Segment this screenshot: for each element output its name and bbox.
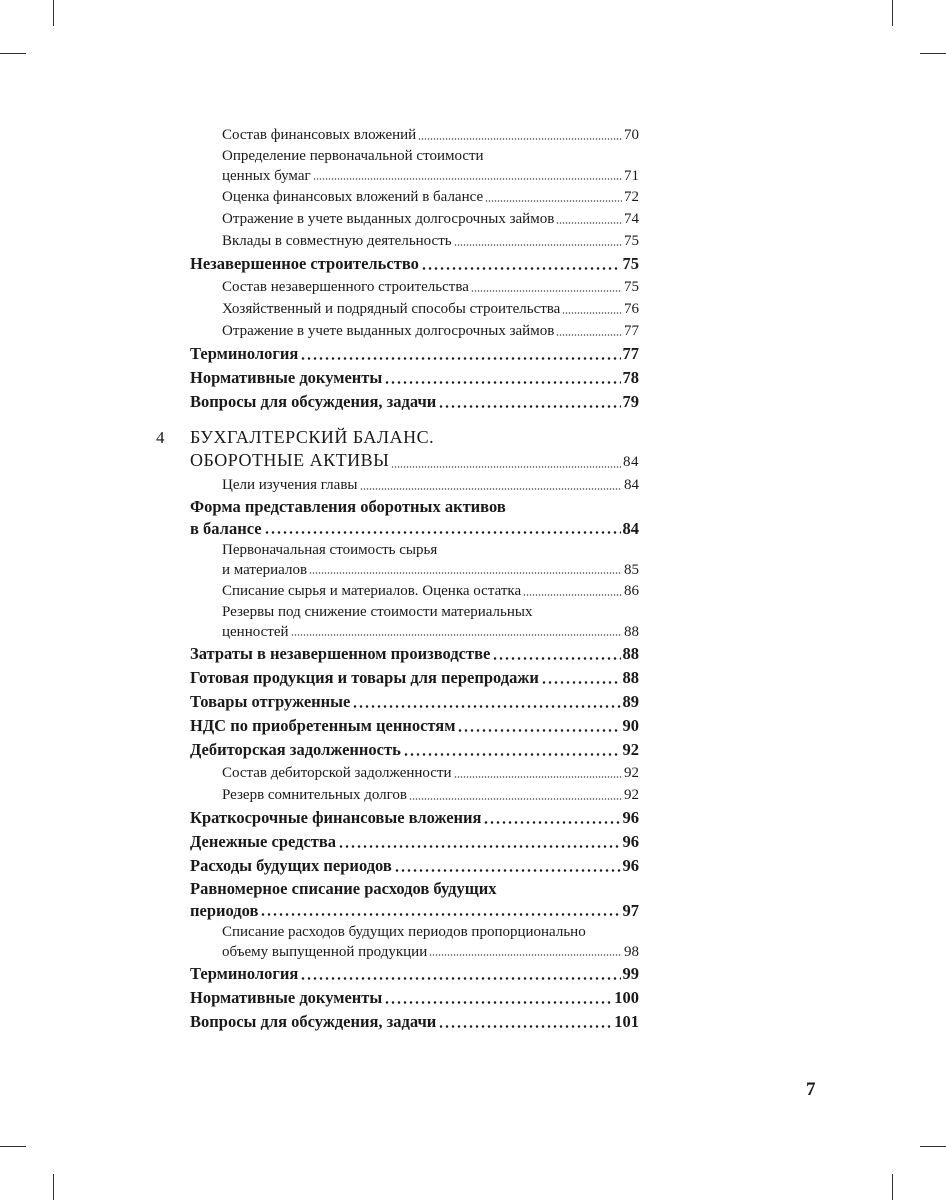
toc-entry-title: Определение первоначальной стоимости	[222, 148, 484, 164]
toc-entry	[190, 320, 639, 342]
toc-section-page: 89	[622, 692, 639, 711]
toc-entry-title: Списание сырья и материалов. Оценка остатка	[222, 583, 522, 599]
toc-entry-page: 92	[624, 765, 639, 781]
toc-section-title: Терминология	[190, 344, 299, 363]
toc-entry-page: 92	[624, 787, 639, 803]
toc-section	[190, 714, 639, 738]
toc-entry-title: Резервы под снижение стоимости материальных	[222, 604, 533, 620]
toc-section-page: 79	[622, 392, 639, 411]
leader-dots	[360, 488, 623, 490]
leader-dots	[338, 845, 620, 848]
toc-entry-title: Отражение в учете выданных долгосрочных займов	[222, 323, 555, 339]
leader-dots	[471, 290, 622, 292]
toc-section-page: 77	[622, 344, 639, 363]
toc-section	[190, 690, 639, 714]
toc-entry-title-cont: ценностей	[222, 624, 289, 640]
leader-dots	[313, 178, 622, 180]
toc-entry-page: 77	[624, 323, 639, 339]
crop-mark	[892, 0, 893, 26]
toc-section-title: Незавершенное строительство	[190, 254, 419, 273]
toc-entry-title: Списание расходов будущих периодов пропорционально	[222, 924, 586, 940]
toc-section-title: Вопросы для обсуждения, задачи	[190, 1012, 437, 1031]
toc-entry-page: 88	[624, 624, 639, 640]
toc-section	[190, 366, 639, 390]
toc-section	[190, 986, 639, 1010]
toc-entry	[190, 580, 639, 602]
toc-section	[190, 496, 639, 540]
toc-entry-page: 74	[624, 211, 639, 227]
toc-section-title: Нормативные документы	[190, 368, 383, 387]
toc-section-title: Краткосрочные финансовые вложения	[190, 808, 482, 827]
crop-mark	[892, 1174, 893, 1200]
toc-section-title: Затраты в незавершенном производстве	[190, 644, 491, 663]
toc-entry-page: 98	[624, 944, 639, 960]
leader-dots	[418, 138, 622, 140]
toc-entry-title: Хозяйственный и подрядный способы строительства	[222, 301, 561, 317]
leader-dots	[457, 729, 620, 732]
toc-section	[190, 390, 639, 414]
leader-dots	[454, 776, 622, 778]
chapter-title-cont: ОБОРОТНЫЕ АКТИВЫ	[190, 450, 390, 470]
toc-entry	[190, 124, 639, 146]
toc-entry	[190, 276, 639, 298]
leader-dots	[438, 1025, 612, 1028]
toc-section-page: 97	[622, 901, 639, 920]
leader-dots	[260, 913, 620, 916]
toc-entry	[190, 540, 639, 580]
toc-section-page: 96	[622, 856, 639, 875]
toc-chapter	[156, 426, 639, 474]
chapter-page: 84	[623, 454, 639, 470]
toc-entry-title: Состав незавершенного строительства	[222, 279, 469, 295]
leader-dots	[421, 267, 621, 270]
leader-dots	[454, 244, 622, 246]
leader-dots	[485, 200, 622, 202]
leader-dots	[264, 531, 621, 534]
toc-section-title: НДС по приобретенным ценностям	[190, 716, 456, 735]
toc-entry	[190, 922, 639, 962]
leader-dots	[291, 634, 622, 636]
chapter-title: БУХГАЛТЕРСКИЙ БАЛАНС.	[190, 427, 435, 447]
leader-dots	[556, 222, 622, 224]
toc-section-title: Терминология	[190, 964, 299, 983]
toc-entry-title: Отражение в учете выданных долгосрочных займов	[222, 211, 555, 227]
toc-section-title-cont: в балансе	[190, 519, 262, 538]
toc-entry-title-cont: и материалов	[222, 562, 308, 578]
toc-section-page: 100	[614, 988, 639, 1007]
toc-section	[190, 1010, 639, 1034]
toc-entry-page: 85	[624, 562, 639, 578]
toc-entry	[190, 230, 639, 252]
toc-section-title: Готовая продукция и товары для перепродажи	[190, 668, 539, 687]
toc-entry-page: 84	[624, 477, 639, 493]
toc-entry-title: Резерв сомнительных долгов	[222, 787, 407, 803]
toc-entry	[190, 784, 639, 806]
toc-entry-title: Состав финансовых вложений	[222, 127, 417, 143]
toc-section	[190, 962, 639, 986]
crop-mark	[53, 1174, 54, 1200]
toc-entry-page: 75	[624, 279, 639, 295]
crop-mark	[920, 53, 946, 54]
crop-mark	[920, 1146, 946, 1147]
leader-dots	[438, 405, 620, 408]
toc-section	[190, 854, 639, 878]
toc-entry-title: Цели изучения главы	[222, 477, 358, 493]
leader-dots	[300, 977, 620, 980]
toc-section-title: Вопросы для обсуждения, задачи	[190, 392, 437, 411]
toc-entry	[190, 298, 639, 320]
toc-section-title: Расходы будущих периодов	[190, 856, 392, 875]
toc-section	[190, 666, 639, 690]
toc-section-page: 96	[622, 832, 639, 851]
toc-section-title: Нормативные документы	[190, 988, 383, 1007]
toc-entry-page: 72	[624, 189, 639, 205]
table-of-contents	[156, 124, 639, 1034]
toc-entry-page: 75	[624, 233, 639, 249]
toc-entry	[190, 186, 639, 208]
toc-section-title: Дебиторская задолженность	[190, 740, 401, 759]
leader-dots	[394, 869, 621, 872]
leader-dots	[556, 334, 622, 336]
toc-section-title: Денежные средства	[190, 832, 337, 851]
leader-dots	[384, 1001, 612, 1004]
leader-dots	[483, 821, 620, 824]
toc-section-page: 96	[622, 808, 639, 827]
toc-entry-title-cont: ценных бумаг	[222, 168, 311, 184]
leader-dots	[403, 753, 621, 756]
toc-section	[190, 642, 639, 666]
toc-section	[190, 830, 639, 854]
toc-section	[190, 878, 639, 922]
toc-entry	[190, 474, 639, 496]
toc-section-page: 75	[622, 254, 639, 273]
toc-entry	[190, 146, 639, 186]
page-number: 7	[806, 1079, 816, 1100]
toc-section-page: 88	[622, 668, 639, 687]
toc-entry-title-cont: объему выпущенной продукции	[222, 944, 428, 960]
toc-entry-title: Состав дебиторской задолженности	[222, 765, 452, 781]
leader-dots	[391, 466, 621, 468]
chapter-number: 4	[156, 428, 165, 447]
toc-section-page: 92	[622, 740, 639, 759]
leader-dots	[523, 594, 622, 596]
toc-section-page: 90	[622, 716, 639, 735]
toc-section	[190, 806, 639, 830]
toc-entry-page: 70	[624, 127, 639, 143]
toc-section-title: Форма представления оборотных активов	[190, 497, 506, 516]
toc-section-title: Товары отгруженные	[190, 692, 351, 711]
toc-section-title-cont: периодов	[190, 901, 259, 920]
toc-entry	[190, 602, 639, 642]
leader-dots	[384, 381, 620, 384]
toc-section-page: 101	[614, 1012, 639, 1031]
crop-mark	[0, 53, 26, 54]
leader-dots	[562, 312, 622, 314]
leader-dots	[492, 657, 620, 660]
toc-entry-title: Оценка финансовых вложений в балансе	[222, 189, 484, 205]
toc-entry-title: Вклады в совместную деятельность	[222, 233, 452, 249]
toc-entry	[190, 208, 639, 230]
leader-dots	[309, 572, 622, 574]
toc-entry-title: Первоначальная стоимость сырья	[222, 542, 438, 558]
toc-section-page: 88	[622, 644, 639, 663]
leader-dots	[409, 798, 622, 800]
toc-section-page: 78	[622, 368, 639, 387]
toc-section-page: 99	[622, 964, 639, 983]
leader-dots	[300, 357, 620, 360]
leader-dots	[541, 681, 621, 684]
toc-section-page: 84	[622, 519, 639, 538]
toc-entry-page: 86	[624, 583, 639, 599]
leader-dots	[352, 705, 620, 708]
toc-entry	[190, 762, 639, 784]
toc-section	[190, 342, 639, 366]
toc-entry-page: 76	[624, 301, 639, 317]
crop-mark	[53, 0, 54, 26]
toc-section	[190, 738, 639, 762]
toc-section	[190, 252, 639, 276]
toc-section-title: Равномерное списание расходов будущих	[190, 879, 497, 898]
leader-dots	[429, 954, 622, 956]
crop-mark	[0, 1146, 26, 1147]
toc-entry-page: 71	[624, 168, 639, 184]
